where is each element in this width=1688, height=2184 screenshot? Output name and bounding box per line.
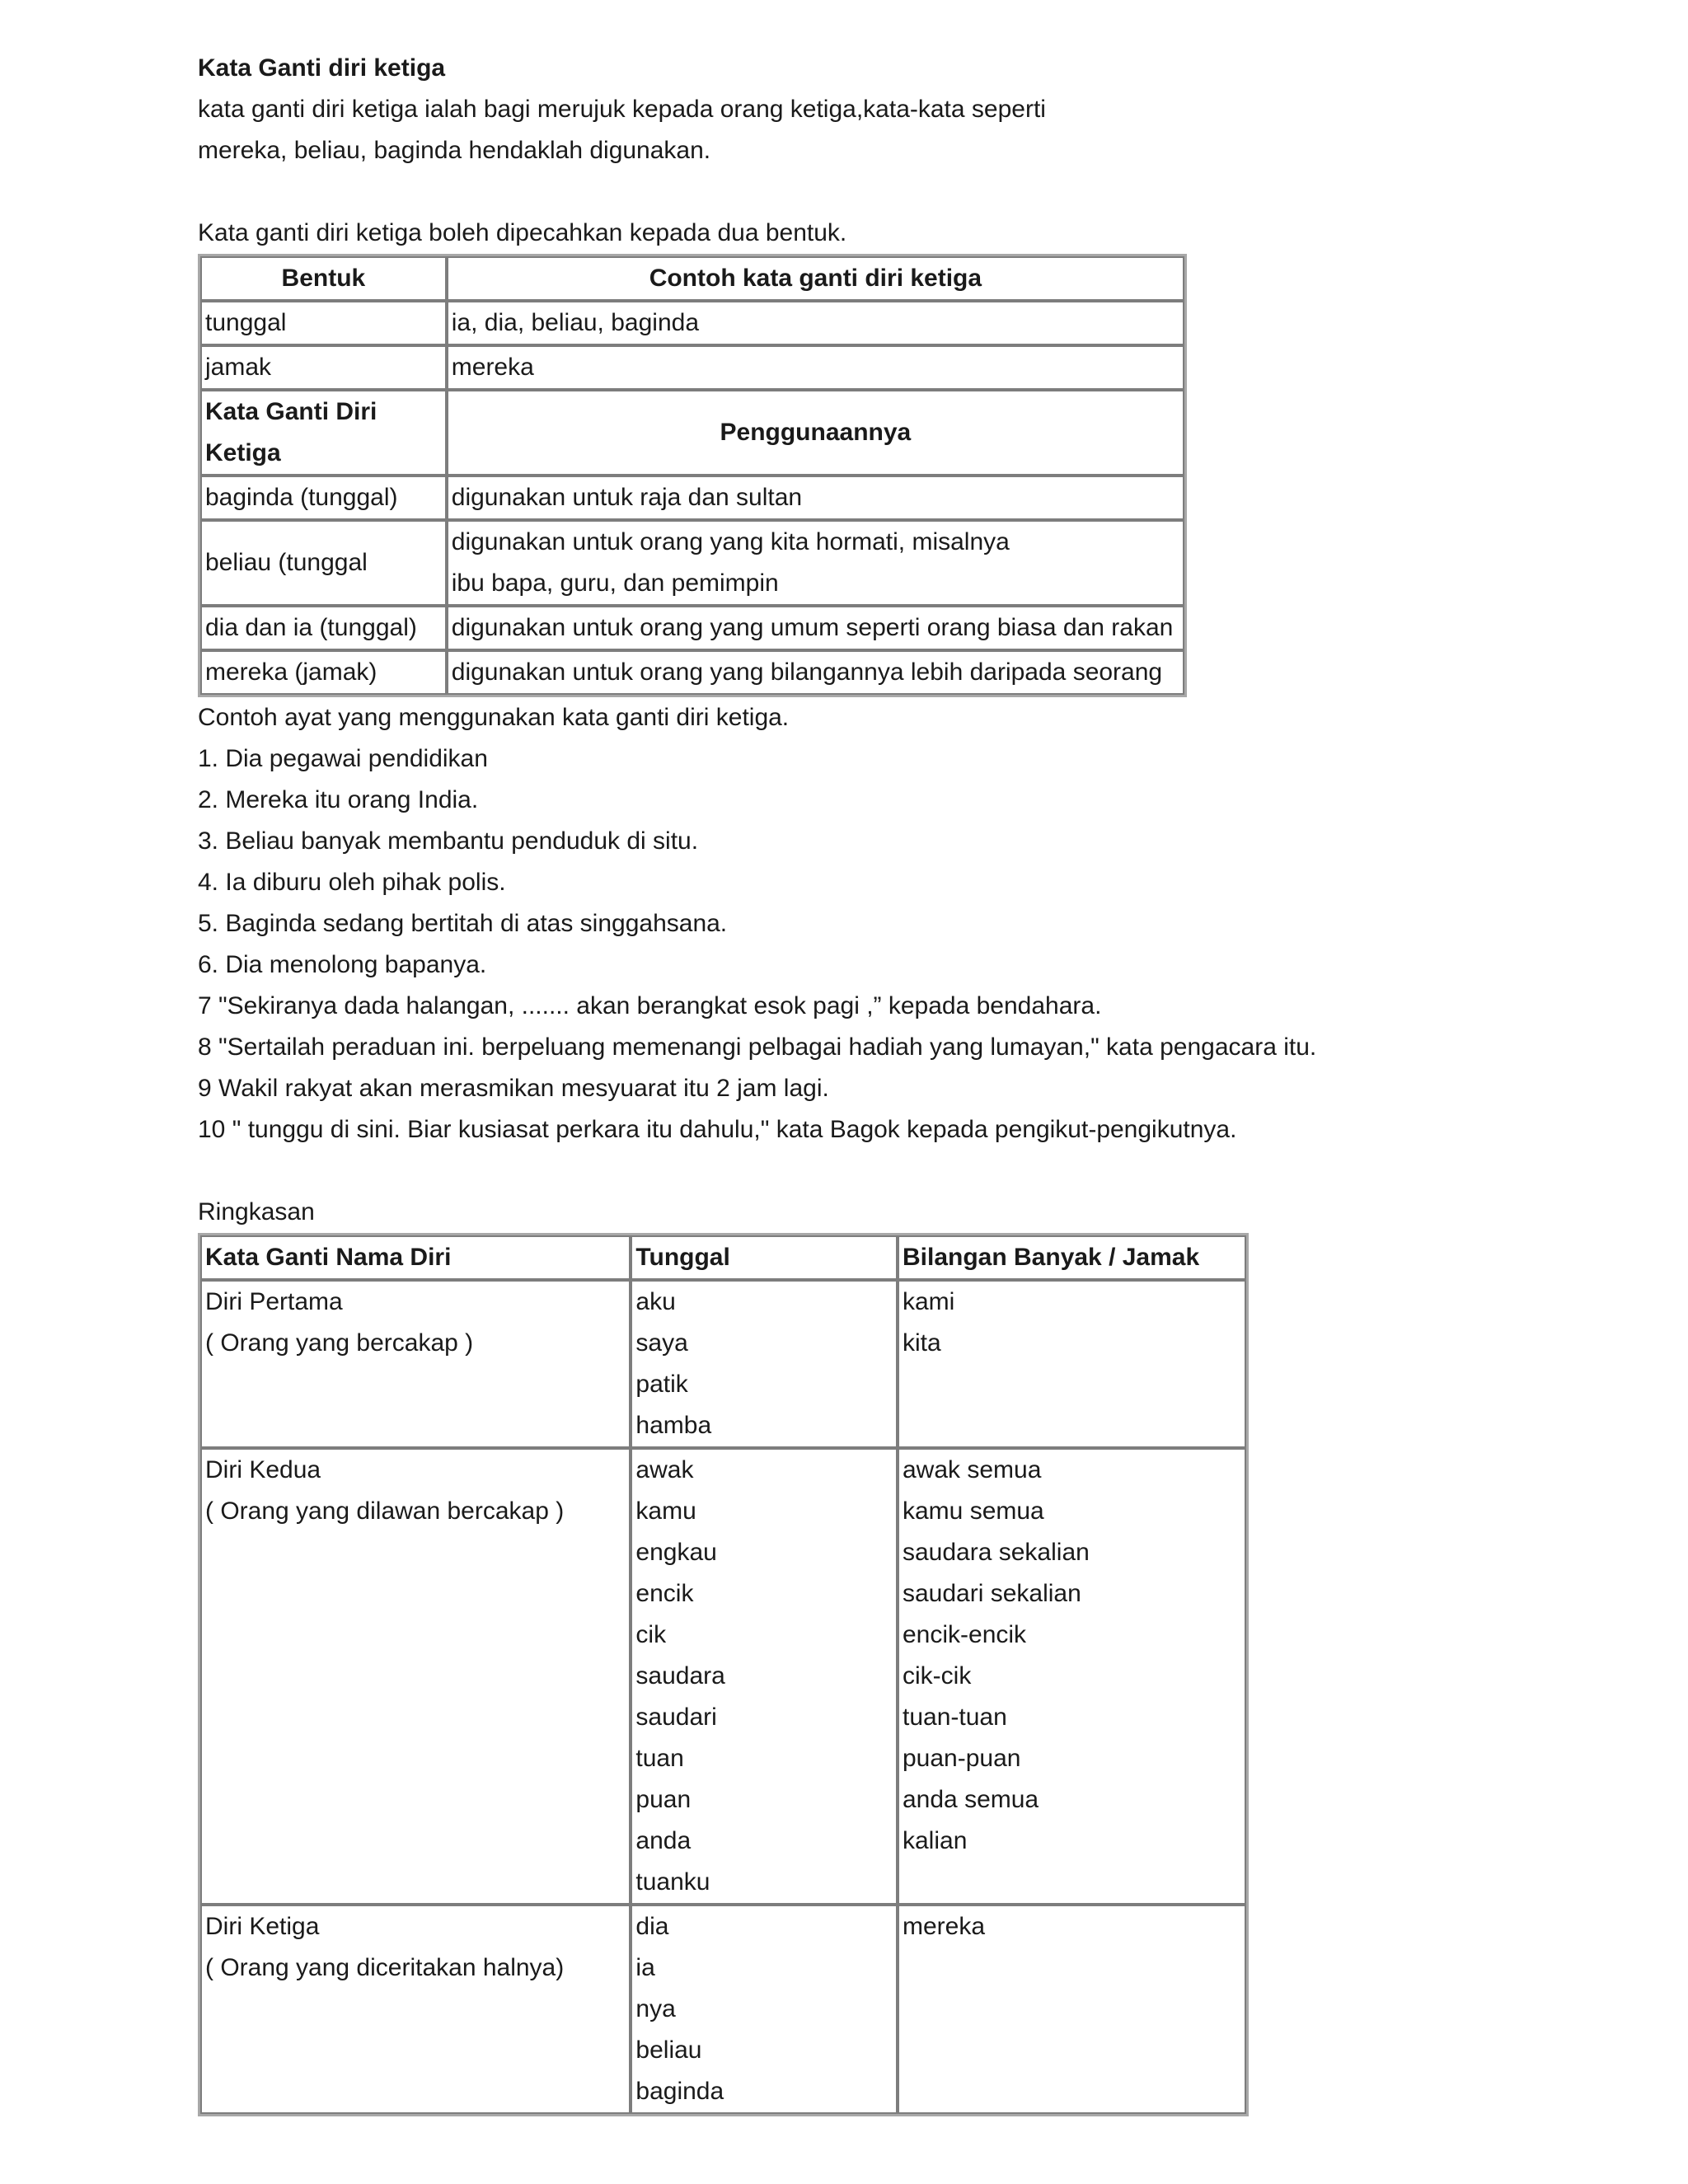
table-cell: beliau (tunggal [200,520,447,606]
cell-line: tuan-tuan [903,1704,1007,1731]
cell-line: kami [903,1288,955,1315]
table-cell: digunakan untuk raja dan sultan [447,476,1184,520]
pronoun-category-cell [200,1448,631,1905]
cell-line: awak semua [903,1456,1042,1483]
cell-line: beliau [635,2036,702,2064]
cell-line: ( Orang yang diceritakan halnya) [205,1954,565,1981]
cell-line: awak [635,1456,694,1483]
cell-line: Diri Ketiga [205,1913,320,1940]
summary-table [198,1233,1249,2116]
list-item: 1. Dia pegawai pendidikan [198,745,488,772]
cell-line: tuan [635,1745,684,1772]
header-cell: Bentuk [200,256,447,301]
singular-cell [631,1280,898,1448]
cell-line: kamu [635,1497,696,1525]
list-item: 3. Beliau banyak membantu penduduk di situ. [198,827,699,855]
cell-line: encik-encik [903,1621,1027,1648]
table-row [200,345,1184,390]
list-item: 2. Mereka itu orang India. [198,786,479,813]
cell-line: anda semua [903,1786,1039,1813]
spacer [198,171,1533,213]
table-cell: dia dan ia (tunggal) [200,606,447,650]
cell-line: tuanku [635,1868,710,1896]
table-cell: mereka (jamak) [200,650,447,695]
table-row [200,606,1184,650]
list-item: 6. Dia menolong bapanya. [198,951,487,978]
cell-line: Diri Pertama [205,1288,343,1315]
list-item: 4. Ia diburu oleh pihak polis. [198,869,506,896]
header-cell: Bilangan Banyak / Jamak [898,1235,1246,1280]
summary-table-body [200,1280,1246,2114]
table-row [200,650,1184,695]
cell-line: dia [635,1913,669,1940]
cell-line: baginda [635,2078,724,2105]
table-row [200,301,1184,345]
list-item: 8 "Sertailah peraduan ini. berpeluang memenangi pelbagai hadiah yang lumayan," kata pengacara itu. [198,1033,1317,1061]
plural-cell [898,1905,1246,2114]
list-item: 5. Baginda sedang bertitah di atas singgahsana. [198,910,728,937]
cell-line: saudari [635,1704,717,1731]
cell-line: kamu semua [903,1497,1044,1525]
pronoun-category-cell [200,1905,631,2114]
table-cell: digunakan untuk orang yang bilangannya lebih daripada seorang [447,650,1184,695]
cell-line: ( Orang yang bercakap ) [205,1329,474,1357]
cell-line: Diri Kedua [205,1456,321,1483]
cell-line: puan-puan [903,1745,1021,1772]
header-cell: Kata Ganti Nama Diri [200,1235,631,1280]
cell-line: cik [635,1621,667,1648]
header-cell: Tunggal [631,1235,898,1280]
cell-line: puan [635,1786,692,1813]
table-cell: mereka [447,345,1184,390]
list-item: 10 " tunggu di sini. Biar kusiasat perkara itu dahulu," kata Bagok kepada pengikut-pengikutnya. [198,1116,1237,1143]
cell-line: ibu bapa, guru, dan pemimpin [451,569,779,597]
header-cell: Penggunaannya [447,390,1184,476]
header-cell: Kata Ganti Diri Ketiga [200,390,447,476]
cell-line: ( Orang yang dilawan bercakap ) [205,1497,565,1525]
cell-line: aku [635,1288,676,1315]
cell-line: kalian [903,1827,968,1854]
table-header-row [200,390,1184,476]
cell-line: saudari sekalian [903,1580,1081,1607]
cell-line: cik-cik [903,1662,972,1690]
singular-cell [631,1448,898,1905]
example-list [198,738,1533,1151]
cell-line: saudara sekalian [903,1539,1090,1566]
cell-line: kita [903,1329,941,1357]
table-cell: digunakan untuk orang yang umum seperti orang biasa dan rakan [447,606,1184,650]
table-cell: baginda (tunggal) [200,476,447,520]
table-cell [447,520,1184,606]
intro-paragraph [198,89,1533,171]
table-header-row [200,1235,1246,1280]
table-row [200,1280,1246,1448]
table-intro: Kata ganti diri ketiga boleh dipecahkan kepada dua bentuk. [198,219,847,246]
table-cell: jamak [200,345,447,390]
cell-line: hamba [635,1412,712,1439]
plural-cell [898,1280,1246,1448]
table-row [200,476,1184,520]
pronoun-category-cell [200,1280,631,1448]
cell-line: anda [635,1827,692,1854]
examples-intro: Contoh ayat yang menggunakan kata ganti diri ketiga. [198,704,790,731]
table-cell: ia, dia, beliau, baginda [447,301,1184,345]
section-heading: Kata Ganti diri ketiga [198,54,446,82]
cell-line: ia [635,1954,655,1981]
cell-line: saya [635,1329,688,1357]
spacer [198,1151,1533,1192]
table-cell: tunggal [200,301,447,345]
third-person-pronoun-table [198,254,1187,697]
table-row [200,520,1184,606]
cell-line: nya [635,1995,676,2022]
table-row [200,1905,1246,2114]
table-row [200,1448,1246,1905]
intro-line: mereka, beliau, baginda hendaklah digunakan. [198,137,711,164]
plural-cell [898,1448,1246,1905]
cell-line: mereka [903,1913,986,1940]
cell-line: digunakan untuk orang yang kita hormati, misalnya [451,528,1010,555]
summary-title: Ringkasan [198,1198,315,1226]
header-cell: Contoh kata ganti diri ketiga [447,256,1184,301]
cell-line: patik [635,1371,688,1398]
cell-line: saudara [635,1662,725,1690]
list-item: 9 Wakil rakyat akan merasmikan mesyuarat itu 2 jam lagi. [198,1075,829,1102]
cell-line: encik [635,1580,694,1607]
document-page [198,48,1533,2116]
singular-cell [631,1905,898,2114]
intro-line: kata ganti diri ketiga ialah bagi merujuk kepada orang ketiga,kata-kata seperti [198,96,1046,123]
table-header-row [200,256,1184,301]
cell-line: engkau [635,1539,717,1566]
list-item: 7 "Sekiranya dada halangan, ....... akan berangkat esok pagi ,” kepada bendahara. [198,992,1102,1019]
